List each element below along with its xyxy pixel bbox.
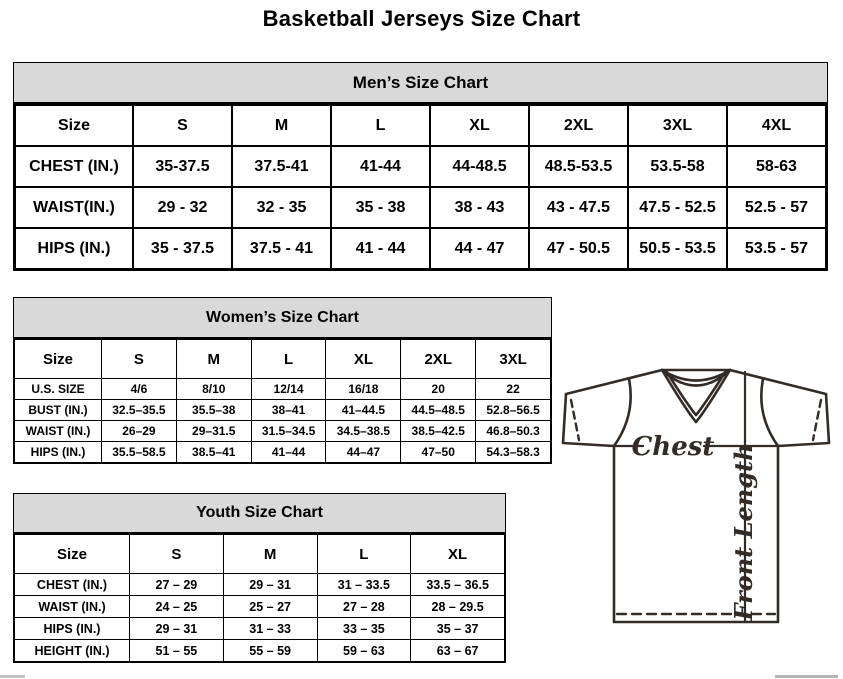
size-value-cell: 25 – 27 [223,596,317,618]
size-value-cell: 41–44.5 [326,400,401,421]
table-row-hips-in [15,442,551,463]
size-value-cell: 4/6 [102,379,177,400]
size-value-cell: 59 – 63 [317,640,411,662]
size-value-cell: 35 - 38 [331,187,430,228]
column-header-l: L [251,340,326,379]
size-value-cell: 33.5 – 36.5 [411,574,505,596]
size-value-cell: 46.8–50.3 [476,421,551,442]
size-value-cell: 32 - 35 [232,187,331,228]
youth-size-chart-title: Youth Size Chart [14,494,505,534]
size-value-cell: 53.5-58 [628,146,727,187]
table-row-hips-in [15,618,505,640]
size-value-cell: 31.5–34.5 [251,421,326,442]
column-header-size: Size [15,340,102,379]
table-row-u-s-size [15,379,551,400]
row-label: WAIST(IN.) [15,187,133,228]
chest-label: Chest [631,432,715,462]
men-size-chart-title: Men’s Size Chart [14,63,827,104]
size-value-cell: 41 - 44 [331,228,430,269]
table-row-waist-in [15,421,551,442]
column-header-l: L [317,535,411,574]
column-header-xl: XL [326,340,401,379]
size-value-cell: 37.5 - 41 [232,228,331,269]
women-size-chart [13,297,552,464]
size-value-cell: 28 – 29.5 [411,596,505,618]
size-value-cell: 32.5–35.5 [102,400,177,421]
column-header-m: M [232,105,331,146]
size-value-cell: 27 – 28 [317,596,411,618]
row-label: HIPS (IN.) [15,228,133,269]
size-value-cell: 33 – 35 [317,618,411,640]
youth-size-table [14,534,505,662]
column-header-m: M [176,340,251,379]
size-value-cell: 24 – 25 [130,596,224,618]
size-value-cell: 50.5 - 53.5 [628,228,727,269]
size-value-cell: 29–31.5 [176,421,251,442]
row-label: BUST (IN.) [15,400,102,421]
size-value-cell: 35.5–58.5 [102,442,177,463]
size-value-cell: 55 – 59 [223,640,317,662]
size-value-cell: 44.5–48.5 [401,400,476,421]
column-header-xl: XL [411,535,505,574]
page-title: Basketball Jerseys Size Chart [262,6,581,31]
women-size-table [14,339,551,463]
table-row-chest-in [15,574,505,596]
table-row-bust-in [15,400,551,421]
row-label: U.S. SIZE [15,379,102,400]
table-row-waist-in [15,596,505,618]
size-header-row [15,340,551,379]
row-label: CHEST (IN.) [15,146,133,187]
size-value-cell: 63 – 67 [411,640,505,662]
size-value-cell: 35 - 37.5 [133,228,232,269]
size-header-row [15,105,826,146]
size-value-cell: 52.5 - 57 [727,187,826,228]
size-value-cell: 8/10 [176,379,251,400]
column-header-3xl: 3XL [476,340,551,379]
size-value-cell: 22 [476,379,551,400]
column-header-xl: XL [430,105,529,146]
size-value-cell: 58-63 [727,146,826,187]
size-value-cell: 20 [401,379,476,400]
row-label: WAIST (IN.) [15,596,130,618]
size-header-row [15,535,505,574]
size-value-cell: 29 – 31 [223,574,317,596]
size-value-cell: 34.5–38.5 [326,421,401,442]
size-value-cell: 47 - 50.5 [529,228,628,269]
size-value-cell: 38 - 43 [430,187,529,228]
column-header-4xl: 4XL [727,105,826,146]
size-value-cell: 38–41 [251,400,326,421]
youth-size-chart [13,493,506,663]
size-value-cell: 41–44 [251,442,326,463]
size-value-cell: 52.8–56.5 [476,400,551,421]
column-header-2xl: 2XL [401,340,476,379]
jersey-outline [563,370,829,622]
size-value-cell: 38.5–42.5 [401,421,476,442]
column-header-m: M [223,535,317,574]
row-label: HIPS (IN.) [15,442,102,463]
size-value-cell: 44 - 47 [430,228,529,269]
collar-ribbing [662,370,730,386]
column-header-size: Size [15,105,133,146]
size-value-cell: 16/18 [326,379,401,400]
size-value-cell: 29 – 31 [130,618,224,640]
size-value-cell: 48.5-53.5 [529,146,628,187]
column-header-s: S [102,340,177,379]
column-header-size: Size [15,535,130,574]
column-header-l: L [331,105,430,146]
row-label: HIPS (IN.) [15,618,130,640]
size-value-cell: 35 – 37 [411,618,505,640]
row-label: HEIGHT (IN.) [15,640,130,662]
women-size-chart-title: Women’s Size Chart [14,298,551,339]
table-row-chest-in [15,146,826,187]
size-value-cell: 35.5–38 [176,400,251,421]
front-length-label: Front Length [729,443,758,621]
column-header-s: S [133,105,232,146]
size-value-cell: 37.5-41 [232,146,331,187]
row-label: WAIST (IN.) [15,421,102,442]
column-header-s: S [130,535,224,574]
size-value-cell: 54.3–58.3 [476,442,551,463]
size-value-cell: 31 – 33 [223,618,317,640]
men-size-table [14,104,827,270]
table-row-height-in [15,640,505,662]
size-value-cell: 44–47 [326,442,401,463]
size-value-cell: 29 - 32 [133,187,232,228]
size-value-cell: 51 – 55 [130,640,224,662]
size-value-cell: 47–50 [401,442,476,463]
size-value-cell: 43 - 47.5 [529,187,628,228]
size-value-cell: 47.5 - 52.5 [628,187,727,228]
jersey-measurement-diagram [556,360,843,670]
column-header-2xl: 2XL [529,105,628,146]
size-value-cell: 27 – 29 [130,574,224,596]
column-header-3xl: 3XL [628,105,727,146]
scrollbar-fragment-left [0,675,25,678]
size-value-cell: 31 – 33.5 [317,574,411,596]
size-value-cell: 12/14 [251,379,326,400]
table-row-hips-in [15,228,826,269]
table-row-waist-in [15,187,826,228]
size-value-cell: 35-37.5 [133,146,232,187]
row-label: CHEST (IN.) [15,574,130,596]
size-value-cell: 26–29 [102,421,177,442]
scrollbar-fragment-right [775,675,838,678]
size-value-cell: 38.5–41 [176,442,251,463]
size-value-cell: 41-44 [331,146,430,187]
size-value-cell: 44-48.5 [430,146,529,187]
size-value-cell: 53.5 - 57 [727,228,826,269]
men-size-chart [13,62,828,271]
